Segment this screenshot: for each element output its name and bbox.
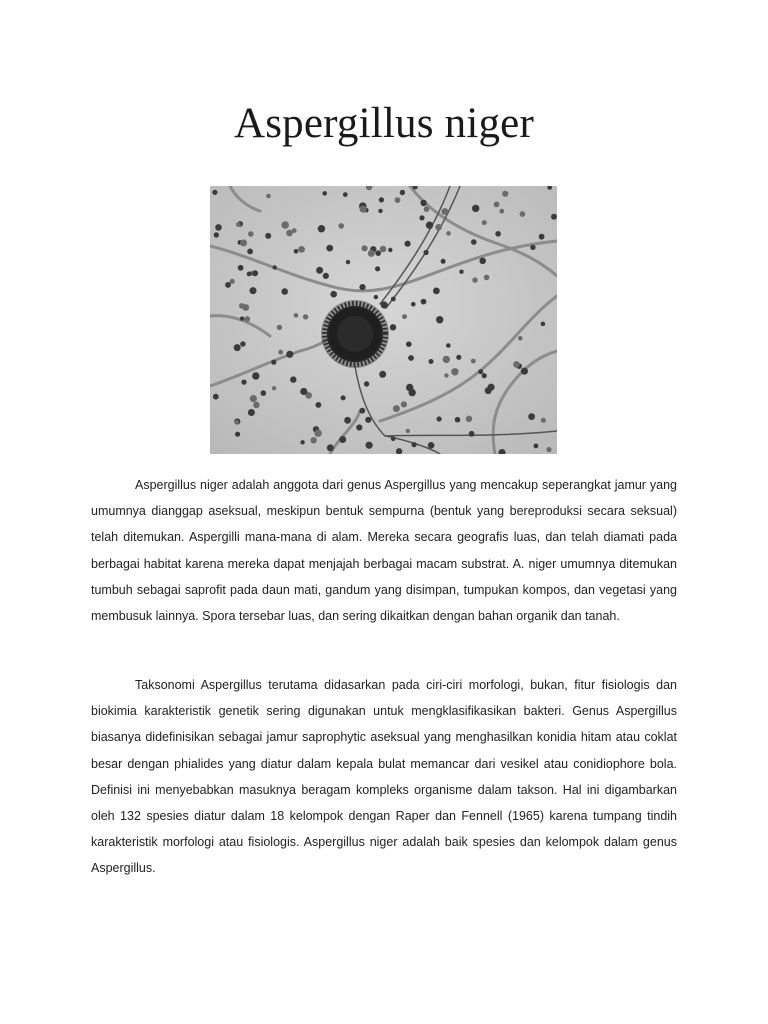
spore: [300, 440, 304, 444]
spore: [252, 270, 258, 276]
spore: [406, 429, 410, 433]
spore: [253, 402, 260, 409]
spore: [365, 417, 371, 423]
spore: [330, 291, 337, 298]
spore: [286, 351, 293, 358]
spore: [469, 431, 475, 437]
spore: [213, 394, 219, 400]
spore: [362, 245, 368, 251]
spore: [379, 197, 384, 202]
head-spike: [350, 360, 351, 367]
spore: [247, 272, 252, 277]
spore: [238, 265, 244, 271]
spore: [405, 241, 411, 247]
spore: [411, 302, 416, 307]
spore: [339, 436, 346, 443]
spore: [395, 197, 401, 203]
spore: [311, 437, 317, 443]
spore: [402, 314, 407, 319]
head-spike: [358, 360, 359, 367]
spore: [391, 437, 396, 442]
spore: [482, 373, 487, 378]
spore: [379, 371, 386, 378]
spore: [530, 245, 535, 250]
head-spike: [353, 301, 354, 308]
spore: [248, 231, 254, 237]
spore: [466, 416, 472, 422]
spore: [406, 341, 412, 347]
spore: [436, 316, 443, 323]
spore: [446, 231, 451, 236]
spore: [482, 220, 487, 225]
spore: [244, 316, 250, 322]
spore: [316, 267, 323, 274]
spore: [341, 395, 346, 400]
conidial-head: [321, 300, 389, 368]
spore: [272, 386, 276, 390]
spore: [294, 313, 299, 318]
spore: [408, 355, 414, 361]
spore: [441, 208, 448, 215]
spore: [421, 299, 427, 305]
spore: [225, 282, 231, 288]
spore: [381, 301, 388, 308]
spore: [323, 273, 329, 279]
spore: [426, 222, 433, 229]
spore: [235, 420, 240, 425]
spore: [356, 424, 362, 430]
spore: [290, 376, 296, 382]
spore: [471, 359, 476, 364]
spore: [322, 191, 327, 196]
spore: [364, 381, 369, 386]
paragraph-taxonomy: Taksonomi Aspergillus terutama didasarkan pada ciri-ciri morfologi, bukan, fitur fisiologis dan biokimia karakteristik genetik sering digunakan untuk mengklasifikasikan bakteri. Genus Aspergillus biasanya didefinisikan sebagai jamur saprophytic aseksual yang menghasilkan konidia hitam atau coklat besar dengan phialides yang diatur dalam kepala bulat memancar dari vesikel atau conidiophore bola. Definisi ini menyebabkan masuknya beragam kompleks organisme dalam takson. Hal ini digambarkan oleh 132 spesies diatur dalam 18 kelompok dengan Raper dan Fennell (1965) karena tumpang tindih karakteristik morfologi atau fisiologis. Aspergillus niger adalah baik spesies dan kelompok dalam genus Aspergillus.: [91, 678, 677, 876]
spore: [247, 249, 253, 255]
spore: [235, 432, 240, 437]
spore: [240, 239, 247, 246]
spore: [444, 373, 448, 377]
spore: [300, 388, 307, 395]
spore: [327, 444, 334, 451]
spore: [266, 194, 271, 199]
spore: [230, 279, 235, 284]
micrograph-image: [210, 186, 557, 454]
spore: [271, 360, 276, 365]
spore: [401, 401, 407, 407]
spore: [294, 249, 299, 254]
spore: [412, 442, 417, 447]
spore: [375, 250, 381, 256]
spore: [241, 380, 246, 385]
spore: [495, 231, 501, 237]
spore: [420, 200, 426, 206]
spore: [374, 295, 378, 299]
spore: [273, 265, 277, 269]
spore: [391, 297, 396, 302]
spore: [520, 211, 526, 217]
spore: [433, 288, 440, 295]
spore: [265, 233, 271, 239]
spore: [318, 225, 325, 232]
spore: [484, 275, 490, 281]
spore: [528, 413, 535, 420]
spore: [472, 205, 479, 212]
head-spike: [381, 337, 388, 338]
spore: [261, 390, 267, 396]
spore: [281, 288, 288, 295]
spore: [479, 258, 486, 265]
spore: [451, 368, 458, 375]
spore: [278, 350, 283, 355]
spore: [541, 322, 546, 327]
spore: [292, 228, 297, 233]
spore: [502, 191, 508, 197]
spore: [429, 359, 434, 364]
spore: [459, 270, 463, 274]
spore: [446, 343, 451, 348]
micrograph-drawing: [210, 186, 557, 454]
spore: [424, 250, 429, 255]
spore: [338, 223, 344, 229]
spore: [419, 215, 424, 220]
page-title: Aspergillus niger: [234, 100, 534, 147]
spore: [346, 260, 350, 264]
spore: [326, 245, 333, 252]
spore: [234, 344, 241, 351]
paragraph-intro: Aspergillus niger adalah anggota dari genus Aspergillus yang mencakup seperangkat jamur yang umumnya dianggap aseksual, meskipun bentuk sempurna (bentuk yang bereproduksi secara seksual) telah ditemukan. Aspergilli mana-mana di alam. Mereka secara geografis luas, dan telah diamati pada berbagai habitat karena mereka dapat menjajah berbagai macam substrat. A. niger umumnya ditemukan tumbuh sebagai saprofit pada daun mati, gandum yang disimpan, tumpukan kompos, dan vegetasi yang membusuk lainnya. Spora tersebar luas, dan sering dikaitkan dengan bahan organik dan tanah.: [91, 478, 677, 624]
spore: [366, 442, 373, 449]
spore: [518, 336, 523, 341]
spore: [435, 224, 442, 231]
spore: [303, 314, 308, 319]
spore: [400, 190, 405, 195]
spore: [214, 232, 219, 237]
spore: [236, 222, 241, 227]
spore: [456, 355, 461, 360]
spore: [546, 447, 551, 452]
spore: [441, 259, 446, 264]
spore: [314, 430, 321, 437]
spore: [252, 372, 259, 379]
spore: [428, 442, 435, 449]
spore: [359, 408, 365, 414]
spore: [212, 190, 217, 195]
spore: [443, 356, 450, 363]
spore: [551, 214, 557, 220]
spore: [277, 325, 282, 330]
spore: [472, 277, 477, 282]
spore: [378, 209, 382, 213]
spore: [485, 387, 492, 394]
spore: [406, 384, 413, 391]
spore: [541, 418, 546, 423]
spore: [534, 444, 539, 449]
spore: [239, 303, 245, 309]
spore: [215, 224, 222, 231]
spore: [494, 202, 500, 208]
spore: [380, 246, 387, 253]
spore: [513, 361, 520, 368]
spore: [316, 402, 322, 408]
spore: [539, 234, 545, 240]
spore: [375, 266, 380, 271]
spore: [390, 324, 396, 330]
spore: [240, 341, 245, 346]
spore: [424, 206, 430, 212]
spore: [250, 395, 257, 402]
spore: [240, 316, 244, 320]
spore: [388, 248, 392, 252]
spore: [455, 417, 461, 423]
spore: [344, 417, 351, 424]
spore: [248, 409, 255, 416]
spore: [250, 287, 257, 294]
spore: [521, 368, 528, 375]
spore: [368, 250, 375, 257]
spore: [343, 192, 348, 197]
spore: [437, 416, 442, 421]
head-spike: [322, 336, 329, 337]
spore: [393, 405, 400, 412]
spore: [471, 239, 477, 245]
spore: [478, 369, 483, 374]
spore: [499, 209, 504, 214]
spore: [281, 221, 289, 229]
spore: [359, 284, 365, 290]
spore: [298, 246, 305, 253]
spore: [360, 206, 367, 213]
head-spike: [322, 329, 329, 330]
